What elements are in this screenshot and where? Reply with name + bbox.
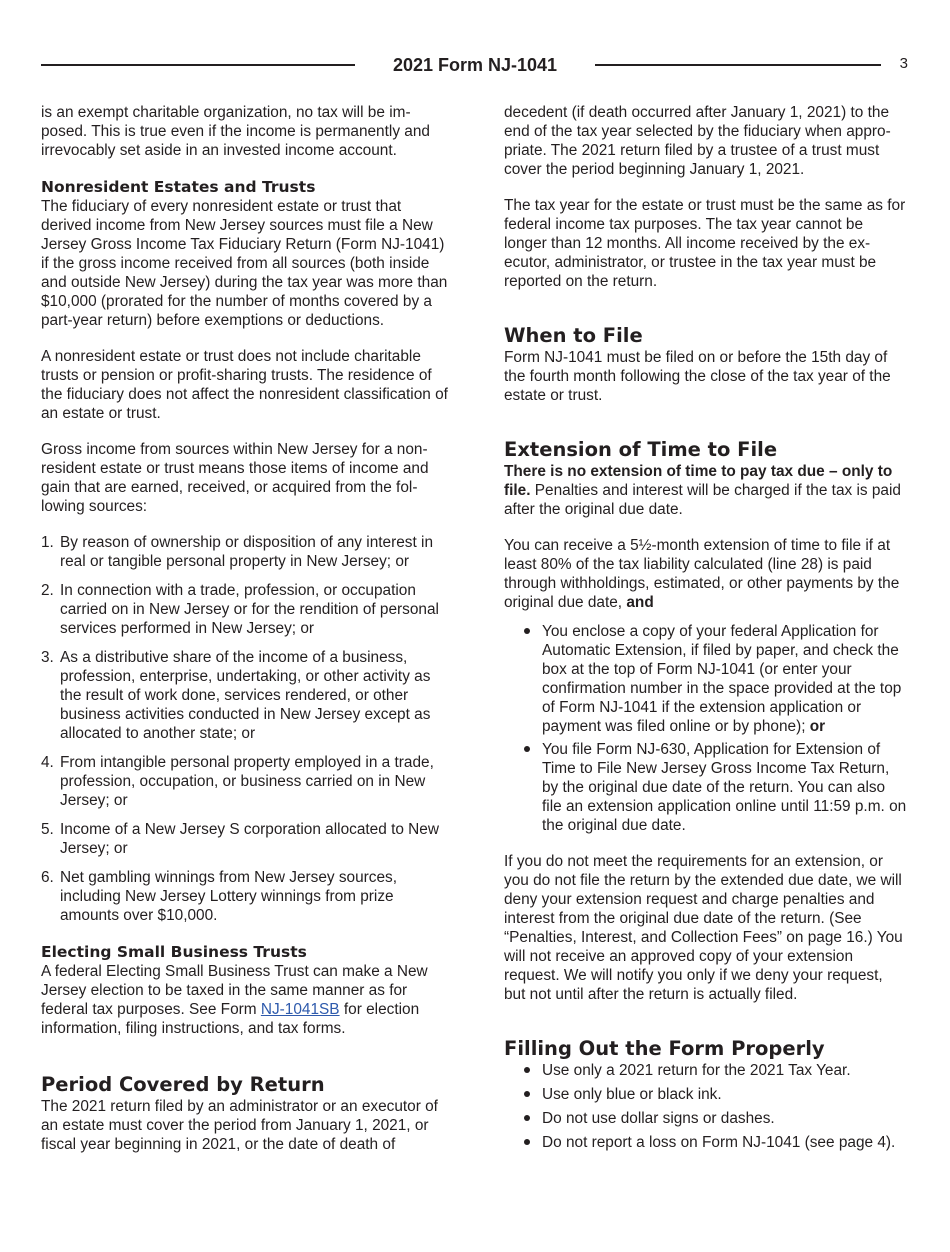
when-to-file-paragraph: Form NJ-1041 must be filed on or before the 15th day of the fourth month following the close of the tax year of the estate or trust. bbox=[504, 349, 891, 404]
list-item: 4. From intangible personal property employed in a trade, profession, occupation, or business carried on in New Jersey; or bbox=[41, 754, 434, 809]
list-item: 2. In connection with a trade, profession, or occupation carried on in New Jersey or for the rendition of personal services performed in New Jersey; or bbox=[41, 582, 439, 637]
extension-paragraph-3: If you do not meet the requirements for an extension, or you do not file the return by the extended due date, we will deny your extension request and charge penalties and interest from the original due date of the return. (See “Penalties, Interest, and Collection Fees” on page 16.) You will not receive an approved copy of your extension request. We will notify you only if we deny your request, but not until after the return is actually filed. bbox=[504, 853, 903, 1003]
intro-paragraph: is an exempt charitable organization, no tax will be imposed. This is true even if the income is permanently and irrevocably set aside in an invested income account. bbox=[41, 104, 430, 159]
list-item: Use only blue or black ink. bbox=[504, 1085, 908, 1104]
page-number: 3 bbox=[899, 55, 908, 72]
nonresident-paragraph-1: The fiduciary of every nonresident estate or trust that derived income from New Jersey sources must file a New Jersey Gross Income Tax Fiduciary Return (Form NJ-1041) if the gross income received from all sources (both inside and outside New Jersey) during the tax year was more than $10,000 (prorated for the number of months covered by a part-year return) before exemptions or deductions. bbox=[41, 198, 448, 329]
nj-1041sb-link[interactable]: NJ-1041SB bbox=[260, 1001, 340, 1018]
list-item: 6. Net gambling winnings from New Jersey sources, including New Jersey Lottery winnings from prize amounts over $10,000. bbox=[41, 869, 398, 924]
heading-esbt: Electing Small Business Trusts bbox=[41, 943, 307, 961]
heading-when-to-file: When to File bbox=[504, 324, 643, 347]
list-item: You enclose a copy of your federal Application for Automatic Extension, if filed by paper, and check the box at the top of Form NJ-1041 (or enter your confirmation number in the space provided at the top of Form NJ-1041 if the extension application or payment was filed online or by phone); or bbox=[504, 622, 908, 736]
extension-conditions-list bbox=[504, 622, 908, 835]
filling-rules-list bbox=[504, 1061, 908, 1152]
right-column bbox=[504, 103, 908, 1169]
nonresident-paragraph-3: Gross income from sources within New Jersey for a nonresident estate or trust means those items of income and gain that are earned, received, or acquired from the following sources: bbox=[41, 441, 429, 515]
heading-period: Period Covered by Return bbox=[41, 1073, 325, 1096]
list-item: 5. Income of a New Jersey S corporation allocated to New Jersey; or bbox=[41, 821, 439, 857]
list-item: Do not use dollar signs or dashes. bbox=[504, 1109, 908, 1128]
list-item: 1. By reason of ownership or disposition of any interest in real or tangible personal property in New Jersey; or bbox=[41, 534, 433, 570]
list-item: Do not report a loss on Form NJ-1041 (see page 4). bbox=[504, 1133, 908, 1152]
extension-paragraph-2: You can receive a 5½-month extension of time to file if at least 80% of the tax liability calculated (line 28) is paid through withholdings, estimated, or other payments by the original due date, and bbox=[504, 537, 900, 611]
list-item: Use only a 2021 return for the 2021 Tax Year. bbox=[504, 1061, 908, 1080]
heading-nonresident: Nonresident Estates and Trusts bbox=[41, 178, 316, 196]
income-sources-list bbox=[41, 533, 449, 925]
list-item: You file Form NJ-630, Application for Extension of Time to File New Jersey Gross Income Tax Return, by the original due date of the return. You can also file an extension application online until 11:59 p.m. on the original due date. bbox=[504, 740, 908, 835]
header-rule-right bbox=[595, 64, 881, 66]
page-header bbox=[41, 53, 908, 77]
heading-extension: Extension of Time to File bbox=[504, 438, 778, 461]
list-item: 3. As a distributive share of the income of a business, profession, enterprise, undertaking, or other activity as the result of work done, services rendered, or other business activities conducted in New Jersey except as allocated to another state; or bbox=[41, 649, 431, 742]
period-paragraph-1: The 2021 return filed by an administrator or an executor of an estate must cover the period from January 1, 2021, or fiscal year beginning in 2021, or the date of death of bbox=[41, 1098, 438, 1153]
esbt-paragraph: A federal Electing Small Business Trust can make a New Jersey election to be taxed in the same manner as for federal tax purposes. See Form NJ-1041SB for election information, filing instructions, and tax forms. bbox=[41, 963, 428, 1037]
nonresident-paragraph-2: A nonresident estate or trust does not include charitable trusts or pension or profit-sharing trusts. The residence of the fiduciary does not affect the nonresident classification of an estate or trust. bbox=[41, 348, 448, 422]
period-paragraph-continued: decedent (if death occurred after January 1, 2021) to the end of the tax year selected by the fiduciary when appropriate. The 2021 return filed by a trustee of a trust must cover the period beginning January 1, 2021. bbox=[504, 104, 891, 178]
heading-filling-out: Filling Out the Form Properly bbox=[504, 1037, 825, 1060]
extension-paragraph-1: There is no extension of time to pay tax due – only to file. Penalties and interest will be charged if the tax is paid after the original due date. bbox=[504, 463, 901, 518]
period-paragraph-2: The tax year for the estate or trust must be the same as for federal income tax purposes. The tax year cannot be longer than 12 months. All income received by the executor, administrator, or trustee in the tax year must be reported on the return. bbox=[504, 197, 906, 290]
left-column bbox=[41, 103, 449, 1171]
page-title: 2021 Form NJ-1041 bbox=[392, 55, 558, 75]
header-rule-left bbox=[41, 64, 355, 66]
